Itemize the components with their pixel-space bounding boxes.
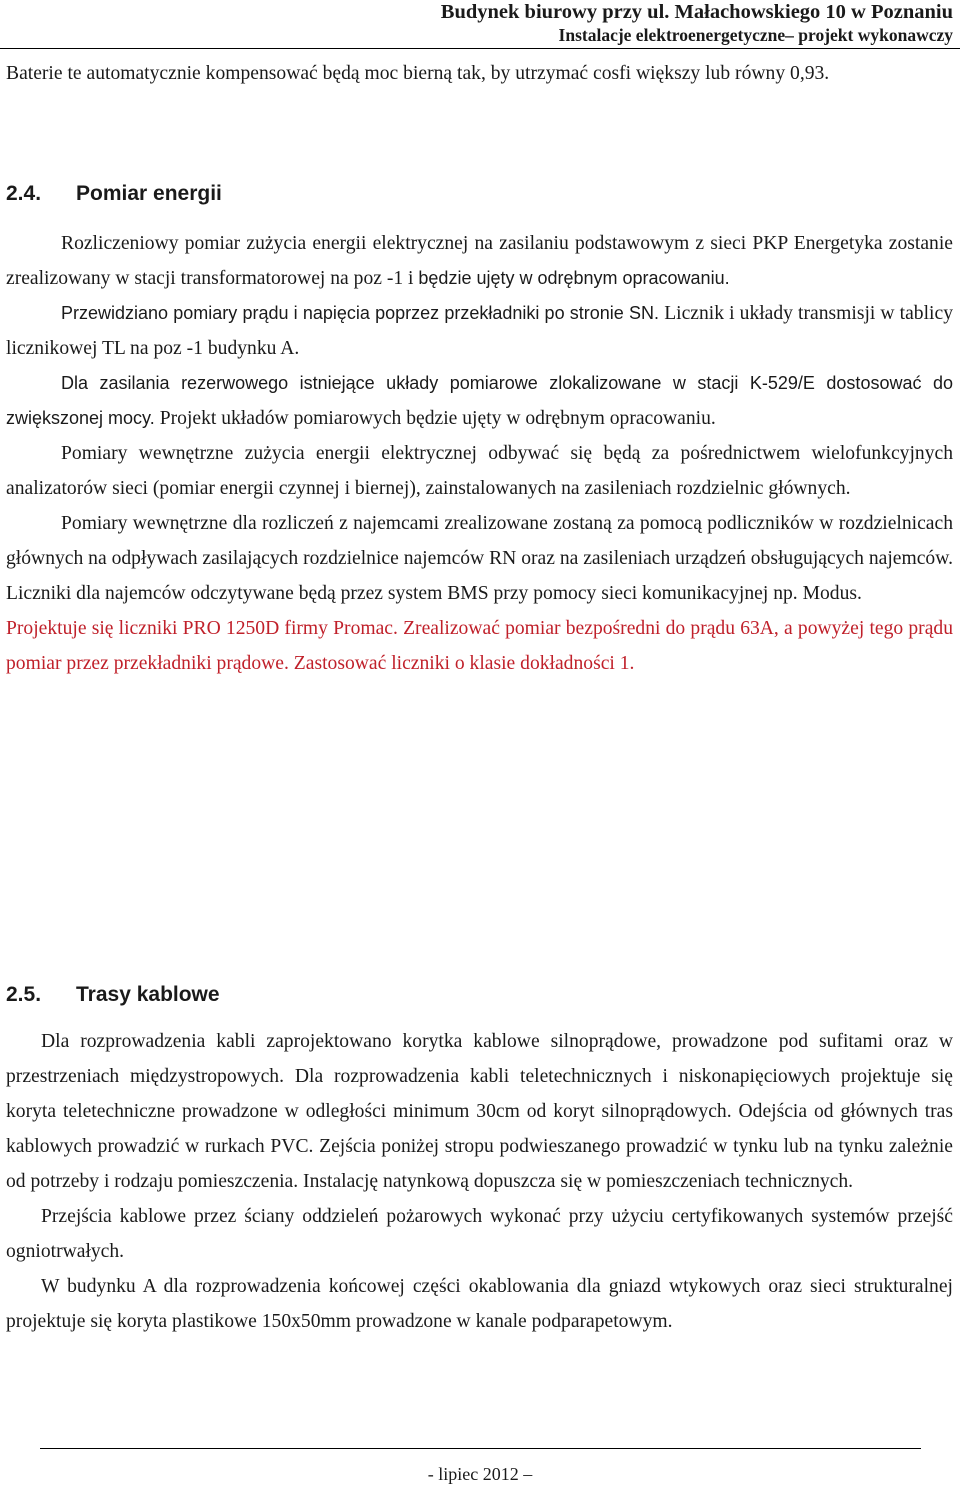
header-divider (0, 48, 960, 49)
section-heading-2-5 (6, 982, 220, 1008)
intro-paragraph: Baterie te automatycznie kompensować będą moc bierną tak, by utrzymać cosfi większy lub równy 0,93. (6, 63, 830, 84)
section-number: 2.4. (6, 182, 42, 205)
paragraph-text: Przewidziano pomiary prądu i napięcia poprzez przekładniki po stronie SN. (61, 303, 665, 323)
paragraph-text: Rozliczeniowy pomiar zużycia energii elektrycznej na zasilaniu podstawowym z sieci PKP Energetyka zostanie zrealizowany w stacji transformatorowej na poz -1 i (6, 233, 953, 289)
paragraph (6, 366, 953, 436)
paragraph (6, 226, 953, 296)
section-2-4-body (6, 226, 953, 681)
paragraph: Pomiary wewnętrzne zużycia energii elektrycznej odbywać się będą za pośrednictwem wielofunkcyjnych analizatorów sieci (pomiar energii czynnej i biernej), zainstalowanych na zasileniach rozdzielnic głównych. (6, 443, 953, 499)
section-2-5-body (6, 1024, 953, 1339)
paragraph: Dla rozprowadzenia kabli zaprojektowano korytka kablowe silnoprądowe, prowadzone pod sufitami oraz w przestrzeniach międzystropowych. Dla rozprowadzenia kabli teletechnicznych i niskonapięciowych projektuje się koryta teletechniczne prowadzone w odległości minimum 30cm od koryt silnoprądowych. Odejścia od głównych tras kablowych prowadzić w rurkach PVC. Zejścia poniżej stropu podwieszanego prowadzić w tynku lub na tynku zależnie od potrzeby i rodzaju pomieszczenia. Instalację natynkową dopuszcza się w pomieszczeniach technicznych. (6, 1031, 953, 1192)
paragraph-text: Projekt układów pomiarowych będzie ujęty w odrębnym opracowaniu. (159, 408, 716, 429)
section-number: 2.5. (6, 983, 42, 1006)
section-title: Trasy kablowe (76, 983, 220, 1006)
paragraph: Pomiary wewnętrzne dla rozliczeń z najemcami zrealizowane zostaną za pomocą podliczników w rozdzielnicach głównych na odpływach zasilających rozdzielnice najemców RN oraz na zasileniach urządzeń obsługujących najemców. Liczniki dla najemców odczytywane będą przez system BMS przy pomocy sieci komunikacyjnej np. Modus. (6, 513, 953, 604)
intro-block (6, 56, 953, 91)
section-title: Pomiar energii (76, 182, 222, 205)
page-footer: - lipiec 2012 – (427, 1464, 533, 1484)
header-subtitle: Instalacje elektroenergetyczne– projekt wykonawczy (558, 25, 953, 45)
paragraph: W budynku A dla rozprowadzenia końcowej części okablowania dla gniazd wtykowych oraz sieci strukturalnej projektuje się koryta plastikowe 150x50mm prowadzone w kanale podparapetowym. (6, 1276, 953, 1332)
paragraph-text: będzie ujęty w odrębnym opracowaniu. (418, 268, 730, 288)
page-header (441, 0, 953, 46)
paragraph-text: Licznik i układy transmisji w tablicy licznikowej TL na poz -1 budynku A. (6, 303, 953, 359)
paragraph-text: Dla zasilania rezerwowego istniejące układy pomiarowe zlokalizowane w stacji K-529/E dostosować do zwiększonej mocy. (6, 373, 953, 428)
paragraph-highlighted: Projektuje się liczniki PRO 1250D firmy Promac. Zrealizować pomiar bezpośredni do prądu 63A, a powyżej tego prądu pomiar przez przekładniki prądowe. Zastosować liczniki o klasie dokładności 1. (6, 618, 953, 674)
header-title: Budynek biurowy przy ul. Małachowskiego 10 w Poznaniu (440, 1, 953, 23)
paragraph: Przejścia kablowe przez ściany oddzieleń pożarowych wykonać przy użyciu certyfikowanych systemów przejść ogniotrwałych. (6, 1206, 953, 1262)
section-heading-2-4 (6, 181, 222, 207)
footer-divider (40, 1448, 921, 1449)
paragraph (6, 296, 953, 366)
